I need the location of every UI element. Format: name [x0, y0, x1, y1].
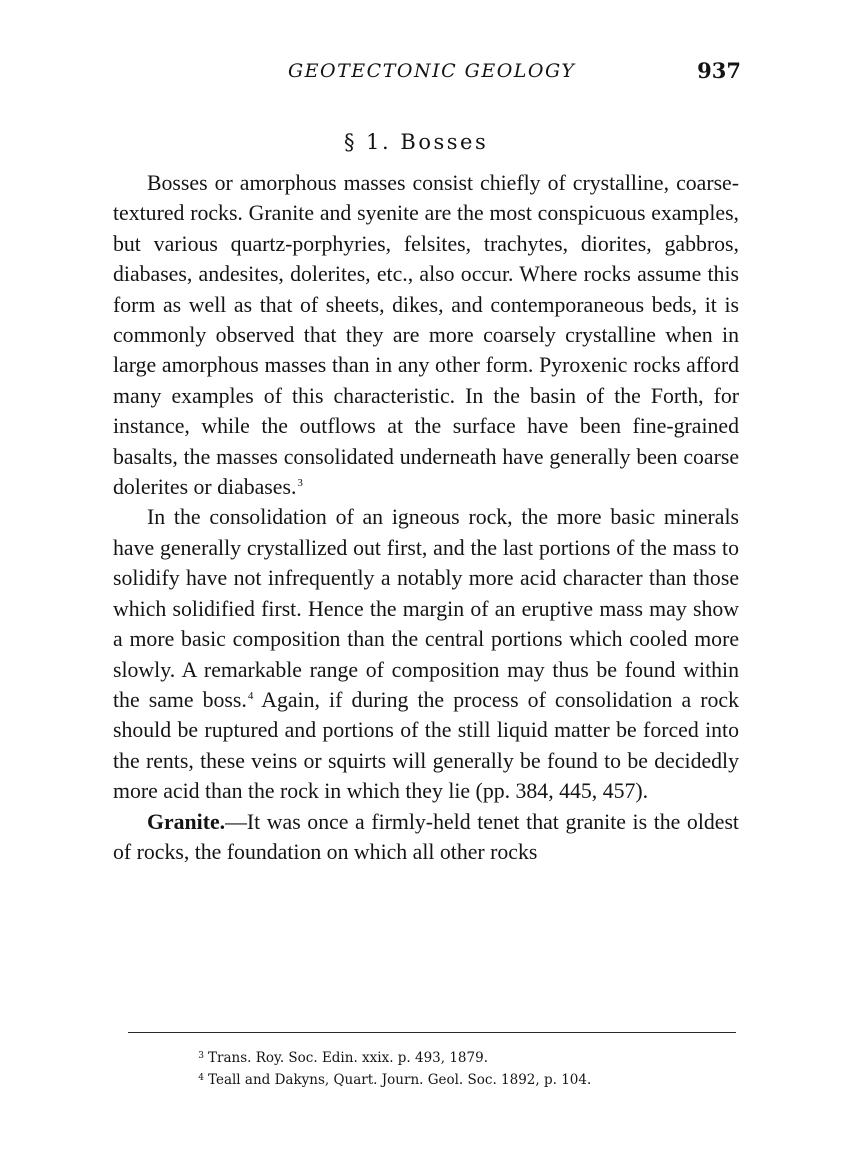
footnote-mark: 3 — [198, 1051, 204, 1061]
footnote-text: Trans. Roy. Soc. Edin. xxix. p. 493, 1879. — [208, 1050, 488, 1066]
running-title: GEOTECTONIC GEOLOGY — [288, 60, 576, 82]
paragraph-text-continued: Again, if during the process of consolidation a rock should be ruptured and portions of the still liquid matter be forced into the rents, these veins or squirts will generally be found to be decidedly more acid than the rock in which they lie (pp. 384, 445, 457). — [113, 687, 739, 804]
section-heading: § 1. Bosses — [344, 130, 489, 154]
footnote-reference: 3 — [297, 477, 303, 490]
paragraph-text: Bosses or amorphous masses consist chiefly of crystalline, coarse-textured rocks. Granite and syenite are the most conspicuous examples, but various quartz-porphyries, felsites, trachytes, diorites, gabbros, diabases, andesites, dolerites, etc., also occur. Where rocks assume this form as well as that of sheets, dikes, and contemporaneous beds, it is commonly observed that they are more coarsely crystalline when in large amorphous masses than in any other form. Pyroxenic rocks afford many examples of this characteristic. In the basin of the Forth, for instance, while the outflows at the surface have been fine-grained basalts, the masses consolidated underneath have generally been coarse dolerites or diabases. — [113, 171, 739, 500]
body-text — [113, 168, 739, 867]
footnote — [190, 1068, 591, 1090]
paragraph-bosses — [113, 168, 739, 502]
footnote-mark: 4 — [198, 1073, 204, 1083]
running-head — [113, 58, 741, 92]
footnote-rule — [128, 1032, 736, 1033]
footnotes — [190, 1046, 591, 1090]
paragraph-text: —It was once a firmly-held tenet that granite is the oldest of rocks, the foundation on which all other rocks — [113, 809, 739, 864]
footnote-reference: 4 — [247, 689, 254, 702]
footnote-text: Teall and Dakyns, Quart. Journ. Geol. Soc. 1892, p. 104. — [208, 1072, 592, 1088]
page-number: 937 — [697, 58, 741, 83]
paragraph-lead-in: Granite. — [147, 809, 226, 834]
footnote — [190, 1046, 591, 1068]
paragraph-consolidation — [113, 502, 739, 806]
paragraph-text: In the consolidation of an igneous rock, the more basic minerals have generally crystallized out first, and the last portions of the mass to solidify have not infrequently a notably more acid character than those which solidified first. Hence the margin of an eruptive mass may show a more basic composition than the central portions which cooled more slowly. A remarkable range of composition may thus be found within the same boss. — [113, 505, 739, 712]
paragraph-granite — [113, 807, 739, 868]
